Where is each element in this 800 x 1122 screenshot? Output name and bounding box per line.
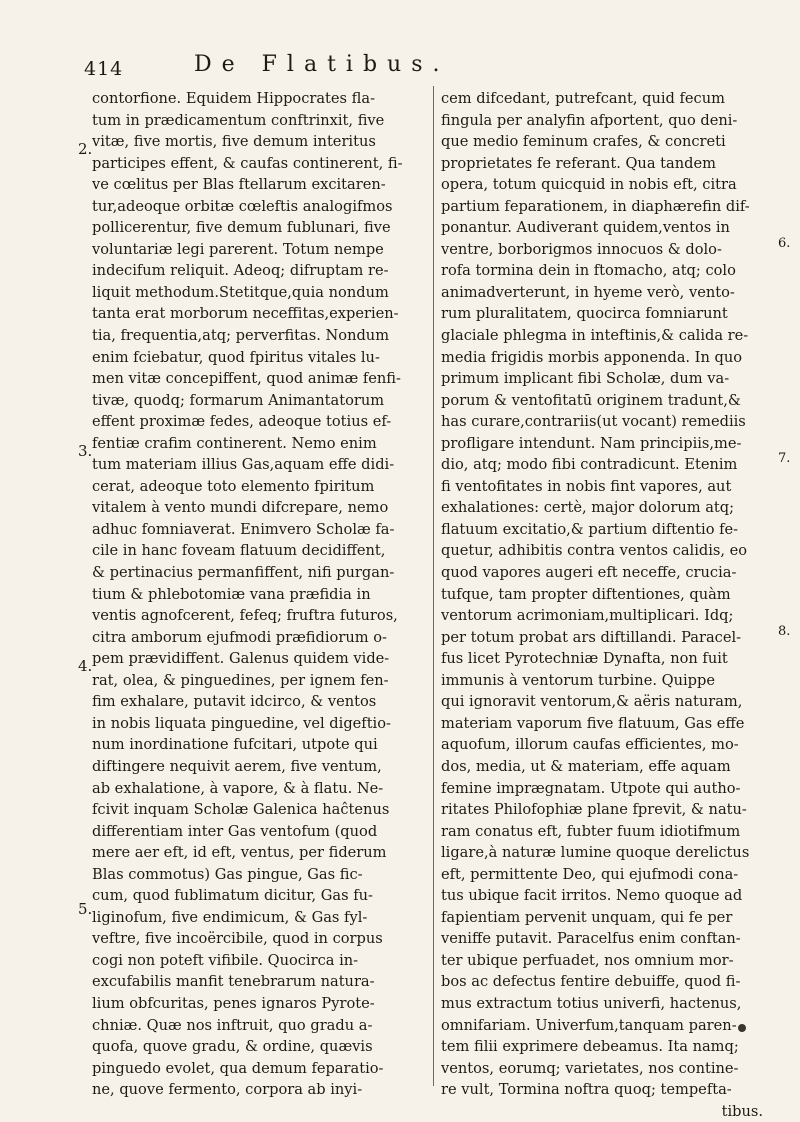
right-column-line: has curare,contrariis(ut vocant) remediis: [441, 413, 746, 431]
right-column-line: ritates Philofophiæ plane fprevit, & natu-: [441, 801, 747, 819]
right-column-line: bos ac defectus fentire debuiffe, quod fi-: [441, 973, 741, 991]
right-column-line: exhalationes: certè, major dolorum atq;: [441, 499, 735, 517]
right-column-line: flatuum excitatio,& partium diftentio fe-: [441, 520, 739, 538]
margin-number-2: 2.: [78, 140, 93, 158]
right-column-line: fus licet Pyrotechniæ Dynafta, non fuit: [441, 650, 728, 668]
left-column-line: num inordinatione fufcitari, utpote qui: [92, 736, 378, 754]
page-number: 414: [84, 58, 124, 80]
right-column-line: ram conatus eft, fubter fuum idiotifmum: [441, 822, 741, 840]
right-column-line: quetur, adhibitis contra ventos calidis, eo: [441, 542, 748, 560]
page-header: [84, 50, 664, 80]
left-column-line: fcivit inquam Scholæ Galenica haĉtenus: [92, 801, 390, 819]
margin-number-3: 3.: [78, 442, 93, 460]
right-column-line: rum pluralitatem, quocirca fomniarunt: [441, 305, 728, 323]
left-column-line: pinguedo evolet, qua demum feparatio-: [92, 1059, 384, 1077]
left-column-line: fim exhalare, putavit idcirco, & ventos: [92, 693, 377, 711]
left-column-line: vitæ, five mortis, five demum interitus: [92, 133, 376, 151]
left-column-line: in nobis liquata pinguedine, vel digeftio-: [92, 714, 391, 732]
left-column-line: Blas commotus) Gas pingue, Gas fic-: [92, 865, 363, 883]
left-column-line: cerat, adeoque toto elemento fpiritum: [92, 477, 375, 495]
left-column-line: cile in hanc foveam flatuum decidiffent,: [92, 542, 386, 560]
right-column-line: fi ventofitates in nobis fint vapores, aut: [441, 477, 732, 495]
left-column-line: voluntariæ legi parerent. Totum nempe: [92, 240, 384, 258]
right-column-line: veniffe putavit. Paracelfus enim conftan-: [441, 930, 741, 948]
right-column-line: immunis à ventorum turbine. Quippe: [441, 671, 715, 689]
column-divider: [433, 86, 434, 1086]
right-column-line: tus ubique facit irritos. Nemo quoque ad: [441, 887, 743, 905]
left-column-line: tur,adeoque orbitæ cœleftis analogifmos: [92, 197, 393, 215]
right-column-line: rofa tormina dein in ftomacho, atq; colo: [441, 262, 736, 280]
right-column-line: femine imprægnatam. Utpote qui autho-: [441, 779, 741, 797]
left-column: [92, 88, 428, 1101]
left-column-line: & pertinacius permanfiffent, nifi purgan-: [92, 564, 395, 582]
right-column-line: re vult, Tormina noftra quoq; tempefta-: [441, 1081, 732, 1099]
left-column-line: participes effent, & caufas continerent, fi-: [92, 154, 403, 172]
right-column-line: glaciale phlegma in inteftinis,& calida re-: [441, 327, 749, 345]
right-column-line: tibus.: [721, 1102, 763, 1120]
right-column-line: ventos, eorumq; varietates, nos contine-: [441, 1059, 739, 1077]
right-column-line: opera, totum quicquid in nobis eft, citra: [441, 176, 737, 194]
left-column-line: rat, olea, & pinguedines, per ignem fen-: [92, 671, 389, 689]
left-column-line: liginofum, five endimicum, & Gas fyl-: [92, 908, 368, 926]
left-column-line: excufabilis manfit tenebrarum natura-: [92, 973, 375, 991]
left-column-line: tia, frequentia,atq; perverfitas. Nondum: [92, 327, 390, 345]
left-column-line: tivæ, quodq; formarum Animantatorum: [92, 391, 385, 409]
left-column-line: vitalem à vento mundi difcrepare, nemo: [92, 499, 389, 517]
right-column-line: qui ignoravit ventorum,& aëris naturam,: [441, 693, 743, 711]
ink-dot: [738, 1024, 746, 1032]
left-column-line: ve cœlitus per Blas ftellarum excitaren-: [92, 176, 386, 194]
left-column-line: indecifum reliquit. Adeoq; difruptam re-: [92, 262, 389, 280]
right-column: [441, 88, 763, 1122]
left-column-line: pem prævidiffent. Galenus quidem vide-: [92, 650, 390, 668]
left-column-line: mere aer eft, id eft, ventus, per fiderum: [92, 844, 387, 862]
right-column-line: animadverterunt, in hyeme verò, vento-: [441, 283, 735, 301]
left-column-line: ab exhalatione, à vapore, & à flatu. Ne-: [92, 779, 384, 797]
right-column-line: media frigidis morbis apponenda. In quo: [441, 348, 743, 366]
left-column-line: effent proximæ fedes, adeoque totius ef-: [92, 413, 392, 431]
left-column-line: cum, quod fublimatum dicitur, Gas fu-: [92, 887, 373, 905]
left-column-line: veftre, five incoërcibile, quod in corpus: [92, 930, 383, 948]
left-column-line: pollicerentur, five demum fublunari, five: [92, 219, 391, 237]
right-column-line: fapientiam pervenit unquam, qui fe per: [441, 908, 733, 926]
right-column-line: dio, atq; modo fibi contradicunt. Etenim: [441, 456, 738, 474]
left-column-line: tum in prædicamentum conftrinxit, five: [92, 111, 385, 129]
right-column-line: mus extractum totius univerfi, hactenus,: [441, 994, 742, 1012]
left-column-line: fentiæ crafim continerent. Nemo enim: [92, 434, 377, 452]
left-column-line: chniæ. Quæ nos inftruit, quo gradu a-: [92, 1016, 373, 1034]
right-column-line: per totum probat ars diftillandi. Paracel-: [441, 628, 742, 646]
right-column-line: quod vapores augeri eft neceffe, crucia-: [441, 564, 737, 582]
left-column-line: liquit methodum.Stetitque,quia nondum: [92, 283, 389, 301]
right-column-line: ventre, borborigmos innocuos & dolo-: [441, 240, 722, 258]
left-column-line: differentiam inter Gas ventofum (quod: [92, 822, 378, 840]
margin-number-7: 7.: [778, 451, 791, 466]
left-column-line: contorfione. Equidem Hippocrates fla-: [92, 90, 376, 107]
left-column-line: tum materiam illius Gas,aquam effe didi-: [92, 456, 395, 474]
left-column-line: tium & phlebotomiæ vana præfidia in: [92, 585, 371, 603]
running-head: De Flatibus.: [194, 52, 450, 77]
left-column-line: men vitæ concepiffent, quod animæ fenfi-: [92, 370, 401, 388]
left-column-line: citra amborum ejufmodi præfidiorum o-: [92, 628, 387, 646]
right-column-line: proprietates fe referant. Qua tandem: [441, 154, 716, 172]
margin-number-5: 5.: [78, 900, 93, 918]
right-column-line: dos, media, ut & materiam, effe aquam: [441, 757, 731, 775]
right-column-line: materiam vaporum five flatuum, Gas effe: [441, 714, 745, 732]
right-column-line: ponantur. Audiverant quidem,ventos in: [441, 219, 730, 237]
left-column-line: enim fciebatur, quod fpiritus vitales lu-: [92, 348, 380, 366]
right-column-line: ter ubique perfuadet, nos omnium mor-: [441, 951, 734, 969]
right-column-line: partium feparationem, in diaphærefin dif-: [441, 197, 750, 215]
left-column-line: quofa, quove gradu, & ordine, quævis: [92, 1038, 373, 1056]
margin-number-8: 8.: [778, 624, 791, 639]
right-column-line: fingula per analyfin afportent, quo deni-: [441, 111, 738, 129]
left-column-line: cogi non poteft vifibile. Quocirca in-: [92, 951, 359, 969]
right-column-line: cem difcedant, putrefcant, quid fecum: [441, 90, 725, 107]
right-column-line: profligare intendunt. Nam principiis,me-: [441, 434, 742, 452]
right-column-line: porum & ventofitatū originem tradunt,&: [441, 391, 741, 409]
left-column-line: lium obfcuritas, penes ignaros Pyrote-: [92, 994, 375, 1012]
left-column-line: ventis agnofcerent, fefeq; fruftra futuros,: [92, 607, 398, 625]
right-column-line: primum implicant fibi Scholæ, dum va-: [441, 370, 730, 388]
right-column-line: tem filii exprimere debeamus. Ita namq;: [441, 1038, 739, 1056]
left-column-line: tanta erat morborum neceffitas,experien-: [92, 305, 399, 323]
left-column-line: ne, quove fermento, corpora ab inyi-: [92, 1081, 363, 1099]
right-column-line: eft, permittente Deo, qui ejufmodi cona-: [441, 865, 739, 883]
right-column-line: tufque, tam propter diftentiones, quàm: [441, 585, 731, 603]
left-column-line: adhuc fomniaverat. Enimvero Scholæ fa-: [92, 520, 395, 538]
margin-number-4: 4.: [78, 657, 93, 675]
left-column-line: diftingere nequivit aerem, five ventum,: [92, 757, 382, 775]
right-column-line: que medio feminum crafes, & concreti: [441, 133, 726, 151]
margin-number-6: 6.: [778, 236, 791, 251]
right-column-line: ligare,à naturæ lumine quoque derelictus: [441, 844, 750, 862]
right-column-line: ventorum acrimoniam,multiplicari. Idq;: [441, 607, 734, 625]
right-column-line: aquofum, illorum caufas efficientes, mo-: [441, 736, 739, 754]
right-column-line: omnifariam. Univerfum,tanquam paren-: [441, 1016, 737, 1034]
